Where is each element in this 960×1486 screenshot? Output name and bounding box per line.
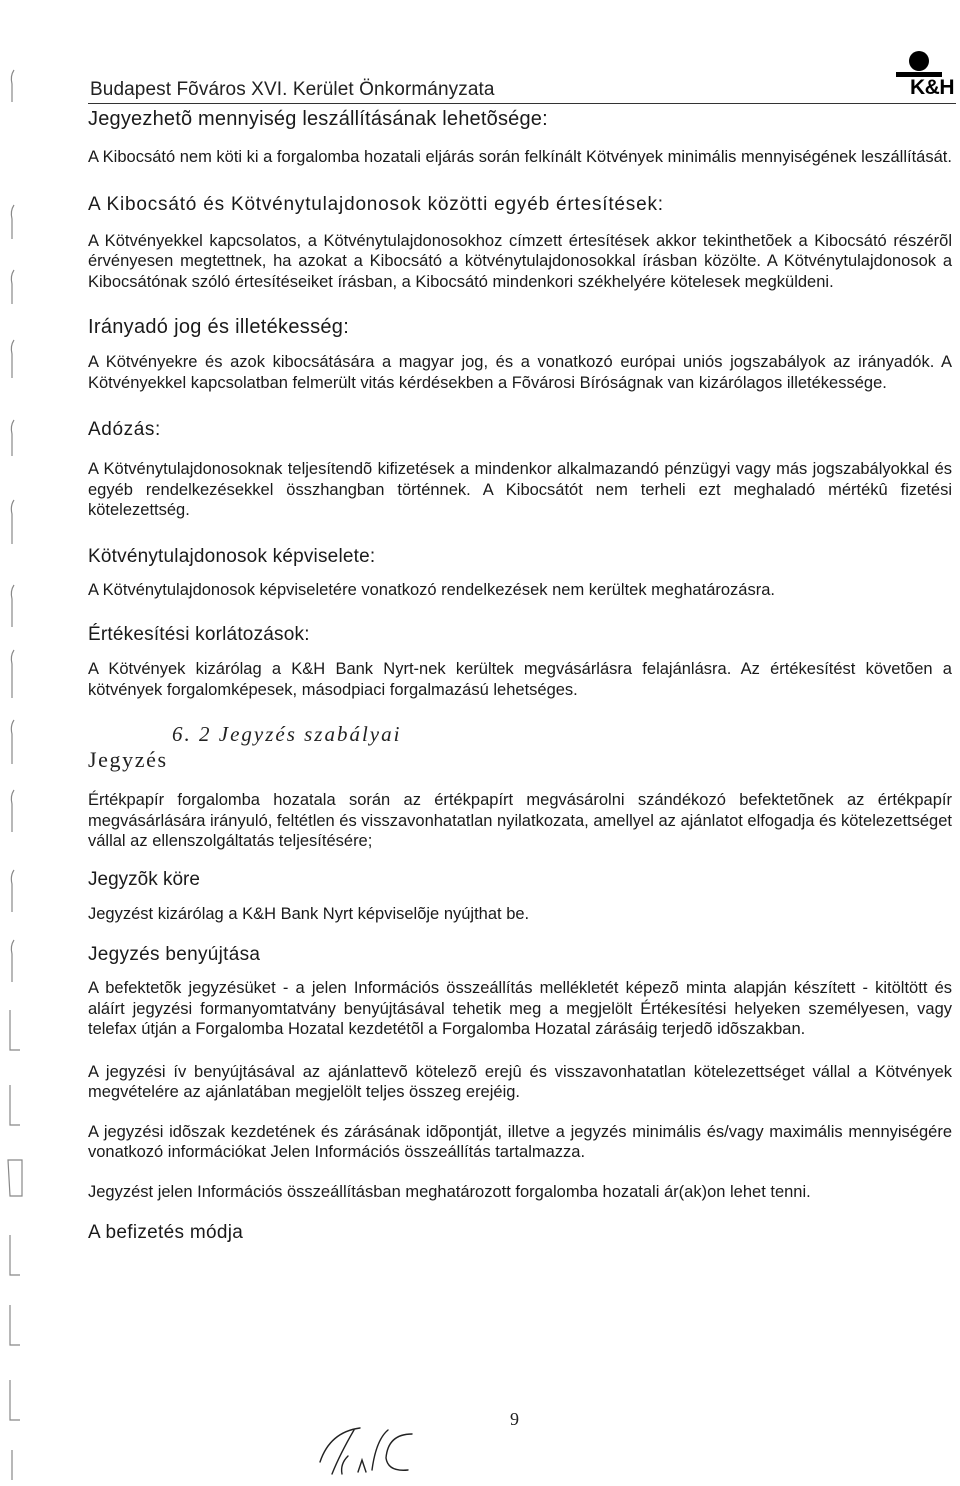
- paragraph-egyeb-ertesitesek: A Kötvényekkel kapcsolatos, a Kötvénytulajdonosokhoz címzett értesítések akkor tekinthetõek a Kibocsátó részérõl érvényesen megtettnek, ha azokat a Kibocsátó a kötvénytulajdonosokkal írásban közölte. A Kötvénytulajdonosok a Kibocsátónak szóló értesítéseiket írásban, a Kibocsátó mindenkori székhelyére kötelesek megküldeni.: [88, 231, 952, 291]
- signature-icon: [312, 1422, 432, 1482]
- heading-egyeb-ertesitesek: A Kibocsátó és Kötvénytulajdonosok közötti egyéb értesítések:: [88, 193, 664, 215]
- heading-adozas: Adózás:: [88, 419, 161, 440]
- heading-jegyzheto: Jegyezhetõ mennyiség leszállításának lehetõsége:: [88, 108, 548, 130]
- kh-logo: [864, 50, 954, 102]
- header-organization: Budapest Fõváros XVI. Kerület Önkormányzata: [90, 79, 495, 100]
- paragraph-jegyzes: Értékpapír forgalomba hozatala során az értékpapírt megvásárolni szándékozó befektetõnek az értékpapír megvásárlására irányuló, feltétlen és visszavonhatatlan nyilatkozata, amellyel az ajánlatot elfogadja és kötelezettséget vállal az ellenszolgáltatás teljesítésére;: [88, 791, 952, 850]
- paragraph-jegyzheto: A Kibocsátó nem köti ki a forgalomba hozatali eljárás során felkínált Kötvények minimális mennyiségének leszállítását.: [88, 148, 952, 166]
- paragraph-benyujtasa-4: Jegyzést jelen Információs összeállításban meghatározott forgalomba hozatali ár(ak)on lehet tenni.: [88, 1182, 811, 1201]
- heading-jegyzes-benyujtasa: Jegyzés benyújtása: [88, 944, 261, 965]
- heading-ertekesitesi: Értékesítési korlátozások:: [88, 624, 310, 645]
- paragraph-jegyzok-kore: Jegyzést kizárólag a K&H Bank Nyrt képviselõje nyújthat be.: [88, 904, 530, 923]
- paragraph-adozas: A Kötvénytulajdonosoknak teljesítendõ kifizetések a mindenkor alkalmazandó pénzügyi vagy más jogszabályokkal és egyéb rendelkezésekkel összhangban történnek. A Kibocsátót nem terheli ezt meghaladó mértékû fizetési kötelezettség.: [88, 460, 952, 519]
- heading-jegyzes: Jegyzés: [88, 747, 168, 772]
- paragraph-ertekesitesi: A Kötvények kizárólag a K&H Bank Nyrt-nek kerültek megvásárlásra felajánlásra. Az értékesítést követõen a kötvények forgalomképesek, másodpiaci forgalmazású lehetséges.: [88, 660, 952, 699]
- binding-marks: [0, 0, 30, 1486]
- paragraph-kepviselet: A Kötvénytulajdonosok képviseletére vonatkozó rendelkezések nem kerültek meghatározásra.: [88, 580, 775, 599]
- paragraph-benyujtasa-2: A jegyzési ív benyújtásával az ajánlattevõ kötelezõ erejû és visszavonhatatlan kötelezettséget vállal a Kötvények megvételére az ajánlatában megjelölt teljes összeg erejéig.: [88, 1062, 952, 1101]
- paragraph-benyujtasa-1: A befektetõk jegyzésüket - a jelen Információs összeállítás mellékletét képezõ minta alapján készített - kitöltött és aláírt jegyzési formanyomtatvány benyújtásával tehetik meg a megjelölt Értékesítési helyeken személyesen, vagy telefax útján a Forgalomba Hozatal kezdetétõl a Forgalomba Hozatal zárásáig terjedõ idõszakban.: [88, 979, 952, 1038]
- heading-kepviselet: Kötvénytulajdonosok képviselete:: [88, 545, 376, 567]
- paragraph-iranyado-jog: A Kötvényekre és azok kibocsátására a magyar jog, és a vonatkozó európai uniós jogszabályok az irányadók. A Kötvényekkel kapcsolatban felmerült vitás kérdésekben a Fõvárosi Bíróságnak van kizárólagos illetékessége.: [88, 353, 952, 392]
- heading-befizetes-modja: A befizetés módja: [88, 1222, 244, 1243]
- page-number: 9: [510, 1409, 519, 1429]
- paragraph-benyujtasa-3: A jegyzési idõszak kezdetének és zárásának idõpontját, illetve a jegyzés minimális és/vagy maximális mennyiségére vonatkozó információkat Jelen Információs összeállítás tartalmazza.: [88, 1122, 952, 1161]
- section-title-6-2: 6. 2 Jegyzés szabályai: [172, 722, 402, 746]
- document-body: [88, 104, 952, 1244]
- heading-iranyado-jog: Irányadó jog és illetékesség:: [88, 316, 350, 338]
- heading-jegyzok-kore: Jegyzõk köre: [88, 868, 200, 890]
- logo-text: K&H: [910, 76, 954, 99]
